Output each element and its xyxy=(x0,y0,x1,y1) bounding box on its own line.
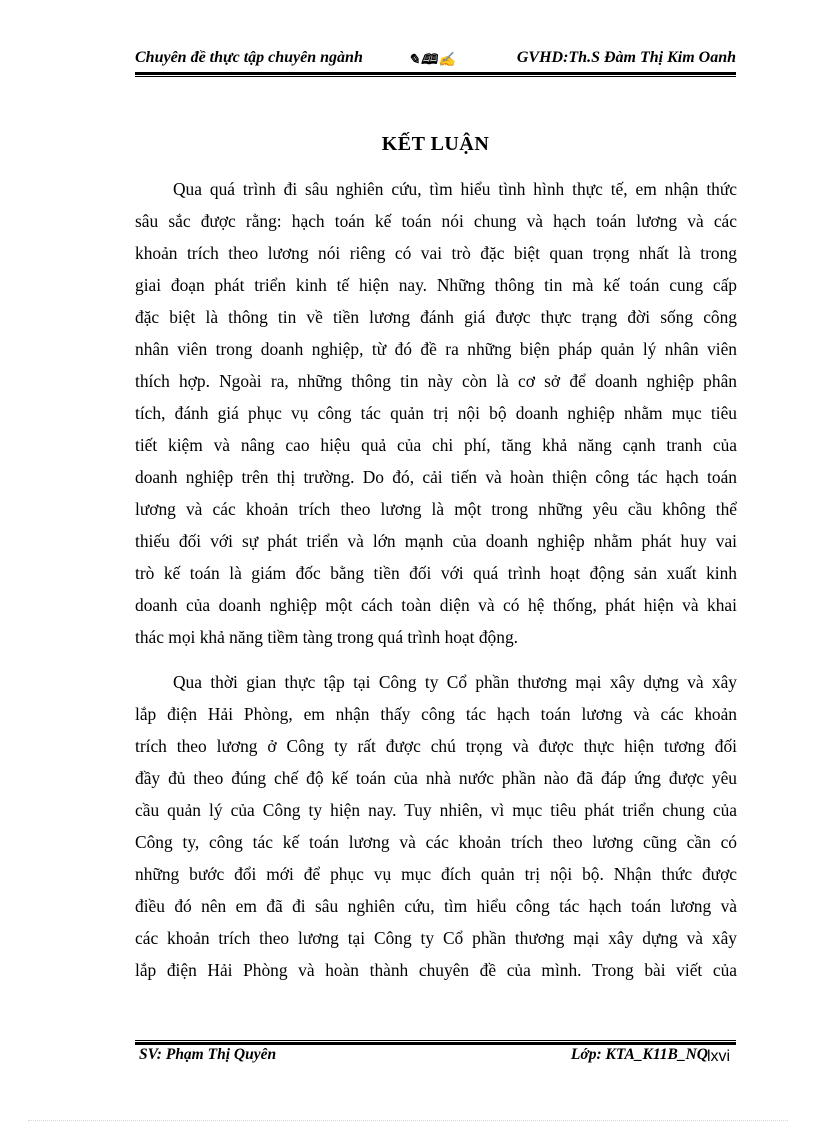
paragraph-line: Qua thời gian thực tập tại Công ty Cổ phần thương mại xây dựng và xây xyxy=(173,672,737,692)
paragraph-line: lương và các khoản trích theo lương là một trong những yêu cầu không thể xyxy=(135,499,737,519)
paragraph-2 xyxy=(135,666,737,986)
header-supervisor: GVHD:Th.S Đàm Thị Kim Oanh xyxy=(516,49,736,66)
paragraph-line: nhân viên trong doanh nghiệp, từ đó đề ra những biện pháp quản lý nhân viên xyxy=(135,339,737,359)
paragraph-line: thác mọi khả năng tiềm tàng trong quá trình hoạt động. xyxy=(135,627,518,647)
paragraph-line: lắp điện Hải Phòng và hoàn thành chuyên đề của mình. Trong bài viết của xyxy=(135,960,737,980)
paragraph-line: doanh của doanh nghiệp một cách toàn diện và có hệ thống, phát hiện và khai xyxy=(135,595,737,615)
page-title: KẾT LUẬN xyxy=(381,133,490,155)
paragraph-line: tiết kiệm và nâng cao hiệu quả của chi phí, tăng khả năng cạnh tranh của xyxy=(135,435,737,455)
header-course-title: Chuyên đề thực tập chuyên ngành xyxy=(135,49,363,66)
paragraph-line: trích theo lương ở Công ty rất được chú trọng và được thực hiện tương đối xyxy=(135,736,737,756)
paragraph-line: đặc biệt là thông tin về tiền lương đánh giá được thực trạng đời sống công xyxy=(135,307,737,327)
paragraph-line: Qua quá trình đi sâu nghiên cứu, tìm hiểu tình hình thực tế, em nhận thức xyxy=(173,179,737,199)
paragraph-line: thiếu đối với sự phát triển và lớn mạnh của doanh nghiệp nhằm phát huy vai xyxy=(135,531,737,551)
paragraph-line: lắp điện Hải Phòng, em nhận thấy công tác hạch toán lương và các khoản xyxy=(135,704,737,724)
page-header xyxy=(135,46,736,72)
footer-class: Lớp: KTA_K11B_NQ xyxy=(570,1046,708,1063)
paragraph-line: những bước đổi mới để phục vụ mục đích quản trị nội bộ. Nhận thức được xyxy=(135,864,737,884)
paragraph-line: trò kế toán là giám đốc bằng tiền đối với quá trình hoạt động sản xuất kinh xyxy=(135,563,737,583)
paragraph-line: thích hợp. Ngoài ra, những thông tin này còn là cơ sở để doanh nghiệp phân xyxy=(135,371,737,391)
paragraph-line: Công ty, công tác kế toán lương và các khoản trích theo lương cũng cần có xyxy=(135,832,737,852)
paragraph-line: điều đó nên em đã đi sâu nghiên cứu, tìm hiểu công tác hạch toán lương và xyxy=(135,896,737,916)
paragraph-line: các khoản trích theo lương tại Công ty Cổ phần thương mại xây dựng và xây xyxy=(135,928,737,948)
paragraph-line: giai đoạn phát triển kinh tế hiện nay. Những thông tin mà kế toán cung cấp xyxy=(135,275,737,295)
header-decoration-icon: ✎🕮✍ xyxy=(408,53,457,68)
page-footer xyxy=(135,1044,736,1068)
paragraph-1 xyxy=(135,173,737,653)
page-bottom-dotted-line xyxy=(28,1120,788,1121)
paragraph-line: cầu quản lý của Công ty hiện nay. Tuy nhiên, vì mục tiêu phát triển chung của xyxy=(135,800,737,820)
paragraph-line: đầy đủ theo đúng chế độ kế toán của nhà nước phần nào đã đáp ứng được yêu xyxy=(135,768,737,788)
paragraph-line: tích, đánh giá phục vụ công tác quản trị nội bộ doanh nghiệp nhằm mục tiêu xyxy=(135,403,737,423)
header-rule xyxy=(135,72,736,77)
paragraph-line: khoản trích theo lương nói riêng có vai trò đặc biệt quan trọng nhất là trong xyxy=(135,243,737,263)
paragraph-line: doanh nghiệp trên thị trường. Do đó, cải tiến và hoàn thiện công tác hạch toán xyxy=(135,467,737,487)
paragraph-line: sâu sắc được rằng: hạch toán kế toán nói chung và hạch toán lương và các xyxy=(135,211,737,231)
footer-student: SV: Phạm Thị Quyên xyxy=(139,1046,277,1063)
page-number: lxvi xyxy=(707,1048,731,1065)
